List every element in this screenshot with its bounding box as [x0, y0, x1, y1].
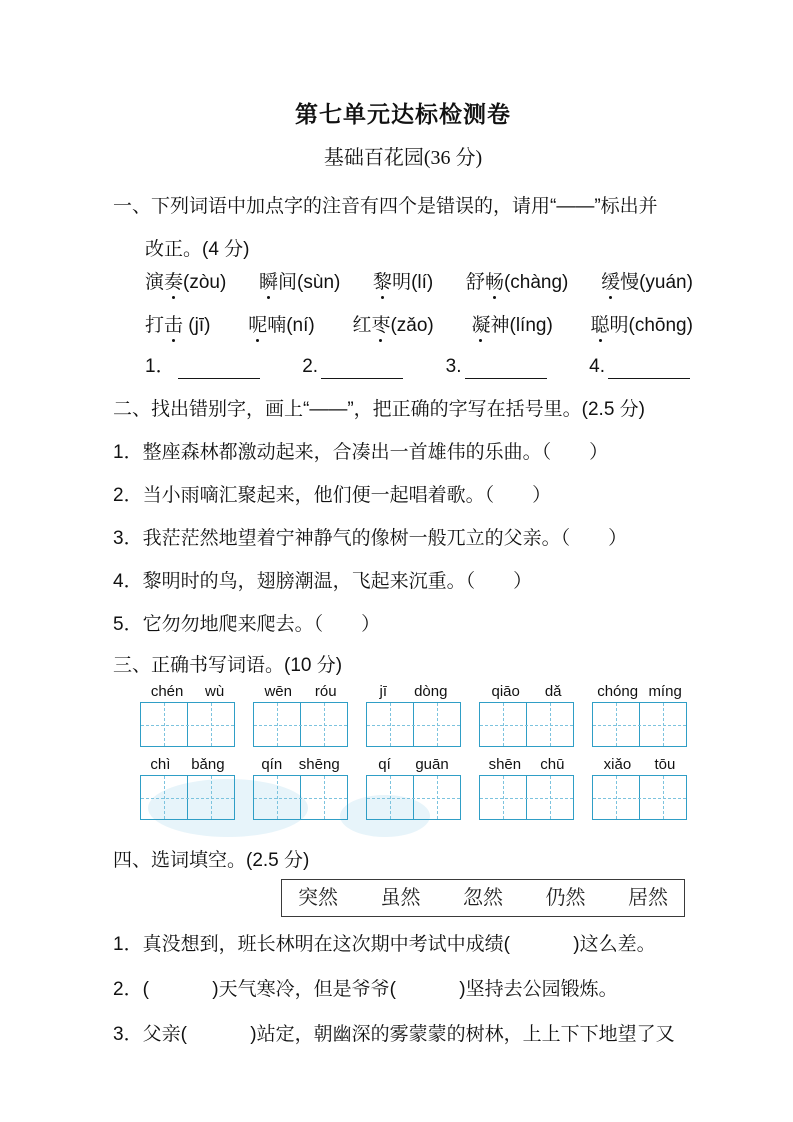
word-item: 瞬间(sùn) — [259, 272, 341, 293]
answer-line — [321, 358, 403, 379]
answer-blank-4: 4. — [589, 354, 690, 379]
word-item: 演奏(zòu) — [145, 272, 227, 293]
tianzige-grid — [366, 702, 461, 747]
word-bank-box — [281, 879, 685, 917]
pinyin-word-row-2 — [145, 313, 693, 338]
word-bank-item: 突然 — [298, 887, 338, 909]
writing-grid-group — [592, 684, 687, 747]
writing-grid-row-1 — [140, 684, 688, 747]
writing-grid-group — [366, 757, 461, 820]
writing-grid-group — [253, 757, 348, 820]
exercise-item: 1．整座森林都激动起来，合凑出一首雄伟的乐曲。（ ） — [113, 442, 609, 463]
word-item: 聪明(chōng) — [590, 315, 693, 336]
tianzige-grid — [479, 702, 574, 747]
exercise-item: 5．它勿勿地爬来爬去。（ ） — [113, 614, 381, 635]
answer-line — [465, 358, 547, 379]
pinyin-label: xiǎo tōu — [603, 756, 676, 773]
section-three-heading: 三、正确书写词语。(10 分) — [113, 655, 343, 676]
word-item: 缓慢(yuán) — [601, 272, 693, 293]
tianzige-grid — [140, 702, 235, 747]
writing-grid-group — [479, 757, 574, 820]
pinyin-label: chén wù — [150, 683, 225, 700]
word-item: 舒畅(chàng) — [465, 272, 569, 293]
word-item: 红枣(zǎo) — [352, 315, 434, 336]
tianzige-grid — [253, 702, 348, 747]
exercise-item: 3．我茫茫然地望着宁神静气的像树一般兀立的父亲。（ ） — [113, 528, 628, 549]
tianzige-grid — [140, 775, 235, 820]
writing-grid-group — [592, 757, 687, 820]
answer-blank-1: 1． — [145, 354, 260, 379]
word-bank-item: 仍然 — [545, 887, 586, 909]
word-item: 呢喃(ní) — [248, 315, 315, 336]
writing-grid-group — [140, 757, 235, 820]
word-bank-item: 虽然 — [380, 887, 421, 909]
tianzige-grid — [592, 775, 687, 820]
pinyin-label: wēn róu — [264, 683, 337, 700]
section-four-heading: 四、选词填空。(2.5 分) — [113, 850, 310, 871]
exercise-item: 4．黎明时的鸟，翅膀潮温，飞起来沉重。（ ） — [113, 571, 533, 592]
section-one-heading-line2: 改正。(4 分) — [145, 239, 250, 260]
pinyin-label: qiāo dǎ — [491, 683, 562, 700]
pinyin-label: qí guān — [378, 756, 449, 773]
pinyin-word-row-1 — [145, 270, 693, 295]
answer-line — [178, 358, 260, 379]
section-two-heading: 二、找出错别字，画上“——”，把正确的字写在括号里。(2.5 分) — [113, 399, 646, 420]
pinyin-label: shēn chū — [488, 756, 565, 773]
pinyin-label: qín shēng — [261, 756, 340, 773]
exercise-item: 1．真没想到，班长林明在这次期中考试中成绩( )这么差。 — [113, 934, 656, 955]
exercise-item: 2．( )天气寒冷，但是爷爷( )坚持去公园锻炼。 — [113, 979, 618, 1000]
writing-grid-row-2 — [140, 757, 688, 820]
answer-blank-3: 3. — [446, 354, 547, 379]
exercise-item: 3．父亲( )站定，朝幽深的雾蒙蒙的树林，上上下下地望了又 — [113, 1024, 675, 1045]
pinyin-label: jī dòng — [379, 683, 448, 700]
section-one-heading-line1: 一、下列词语中加点字的注音有四个是错误的，请用“——”标出并 — [113, 196, 658, 217]
writing-grid-group — [253, 684, 348, 747]
writing-grid-group — [140, 684, 235, 747]
writing-grid-group — [479, 684, 574, 747]
answer-line — [608, 358, 690, 379]
tianzige-grid — [479, 775, 574, 820]
answer-blanks-row — [145, 354, 690, 379]
word-bank-item: 居然 — [628, 887, 668, 909]
pinyin-label: chì bǎng — [150, 756, 225, 773]
word-item: 黎明(lí) — [373, 272, 434, 293]
page-subtitle: 基础百花园(36 分) — [323, 147, 483, 169]
tianzige-grid — [253, 775, 348, 820]
page-title: 第七单元达标检测卷 — [295, 101, 511, 127]
pinyin-label: chóng míng — [597, 683, 682, 700]
writing-grid-group — [366, 684, 461, 747]
answer-blank-2: 2. — [302, 354, 403, 379]
tianzige-grid — [366, 775, 461, 820]
tianzige-grid — [592, 702, 687, 747]
word-item: 打击 (jī) — [145, 315, 211, 336]
word-item: 凝神(líng) — [471, 315, 553, 336]
word-bank-item: 忽然 — [463, 887, 503, 909]
exercise-item: 2．当小雨嘀汇聚起来，他们便一起唱着歌。（ ） — [113, 485, 552, 506]
